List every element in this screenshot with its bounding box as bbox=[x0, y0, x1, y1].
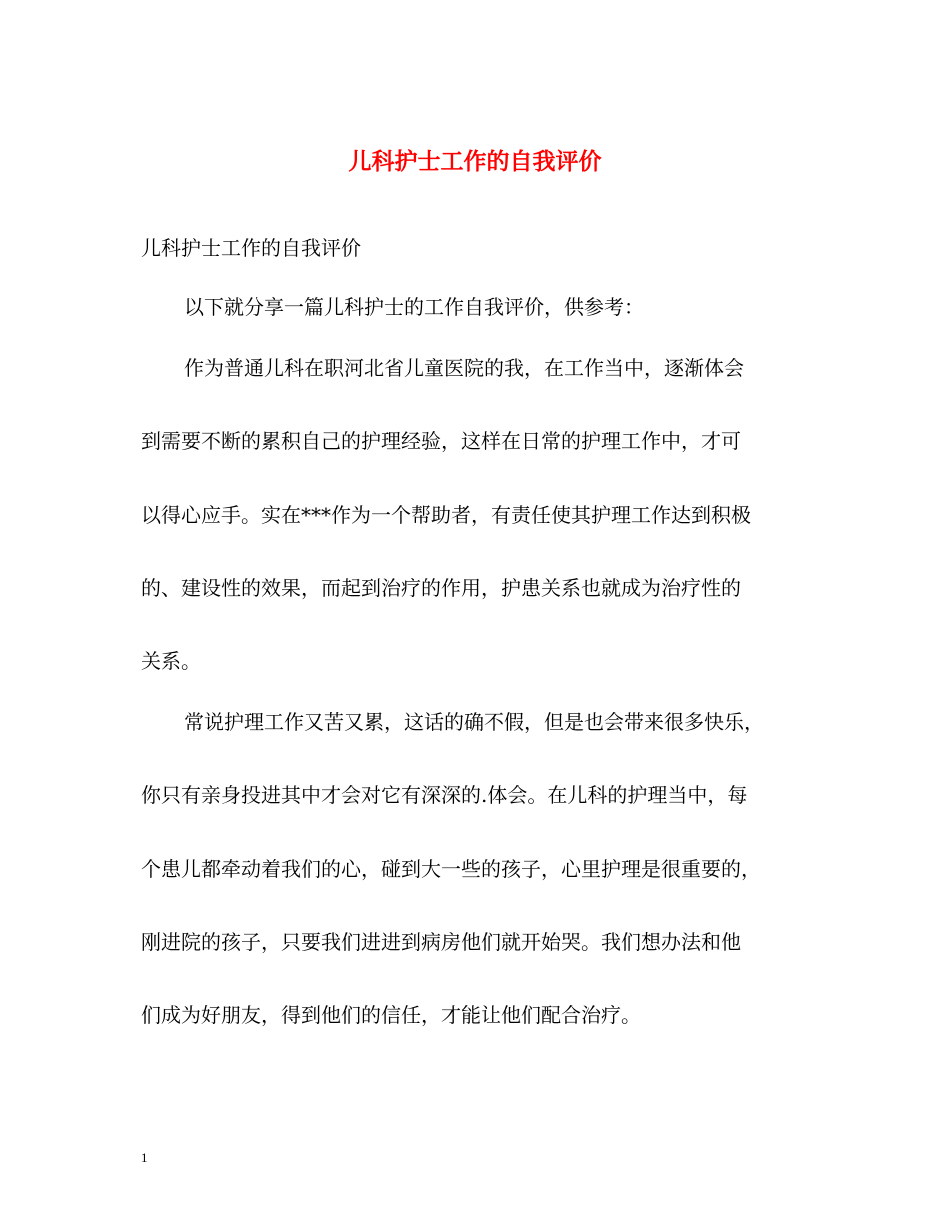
paragraph-2-line-4: 刚进院的孩子，只要我们进进到病房他们就开始哭。我们想办法和他 bbox=[141, 930, 741, 954]
document-title: 儿科护士工作的自我评价 bbox=[348, 148, 602, 175]
paragraph-intro-line: 以下就分享一篇儿科护士的工作自我评价，供参考： bbox=[184, 295, 644, 319]
document-subtitle: 儿科护士工作的自我评价 bbox=[141, 236, 361, 260]
paragraph-1-line-3: 以得心应手。实在***作为一个帮助者，有责任使其护理工作达到积极 bbox=[141, 503, 751, 527]
paragraph-2-line-3: 个患儿都牵动着我们的心，碰到大一些的孩子，心里护理是很重要的， bbox=[141, 857, 761, 881]
paragraph-1-line-2: 到需要不断的累积自己的护理经验，这样在日常的护理工作中，才可 bbox=[141, 429, 741, 453]
paragraph-2-line-2: 你只有亲身投进其中才会对它有深深的.体会。在儿科的护理当中，每 bbox=[141, 783, 748, 807]
paragraph-1-line-1: 作为普通儿科在职河北省儿童医院的我，在工作当中，逐渐体会 bbox=[184, 356, 744, 380]
paragraph-1-line-4: 的、建设性的效果，而起到治疗的作用，护患关系也就成为治疗性的 bbox=[141, 576, 741, 600]
paragraph-2-line-1: 常说护理工作又苦又累，这话的确不假，但是也会带来很多快乐， bbox=[184, 710, 764, 734]
page-number: 1 bbox=[141, 1150, 148, 1165]
paragraph-2-line-5: 们成为好朋友，得到他们的信任，才能让他们配合治疗。 bbox=[141, 1003, 641, 1027]
paragraph-1-line-5: 关系。 bbox=[141, 649, 201, 673]
